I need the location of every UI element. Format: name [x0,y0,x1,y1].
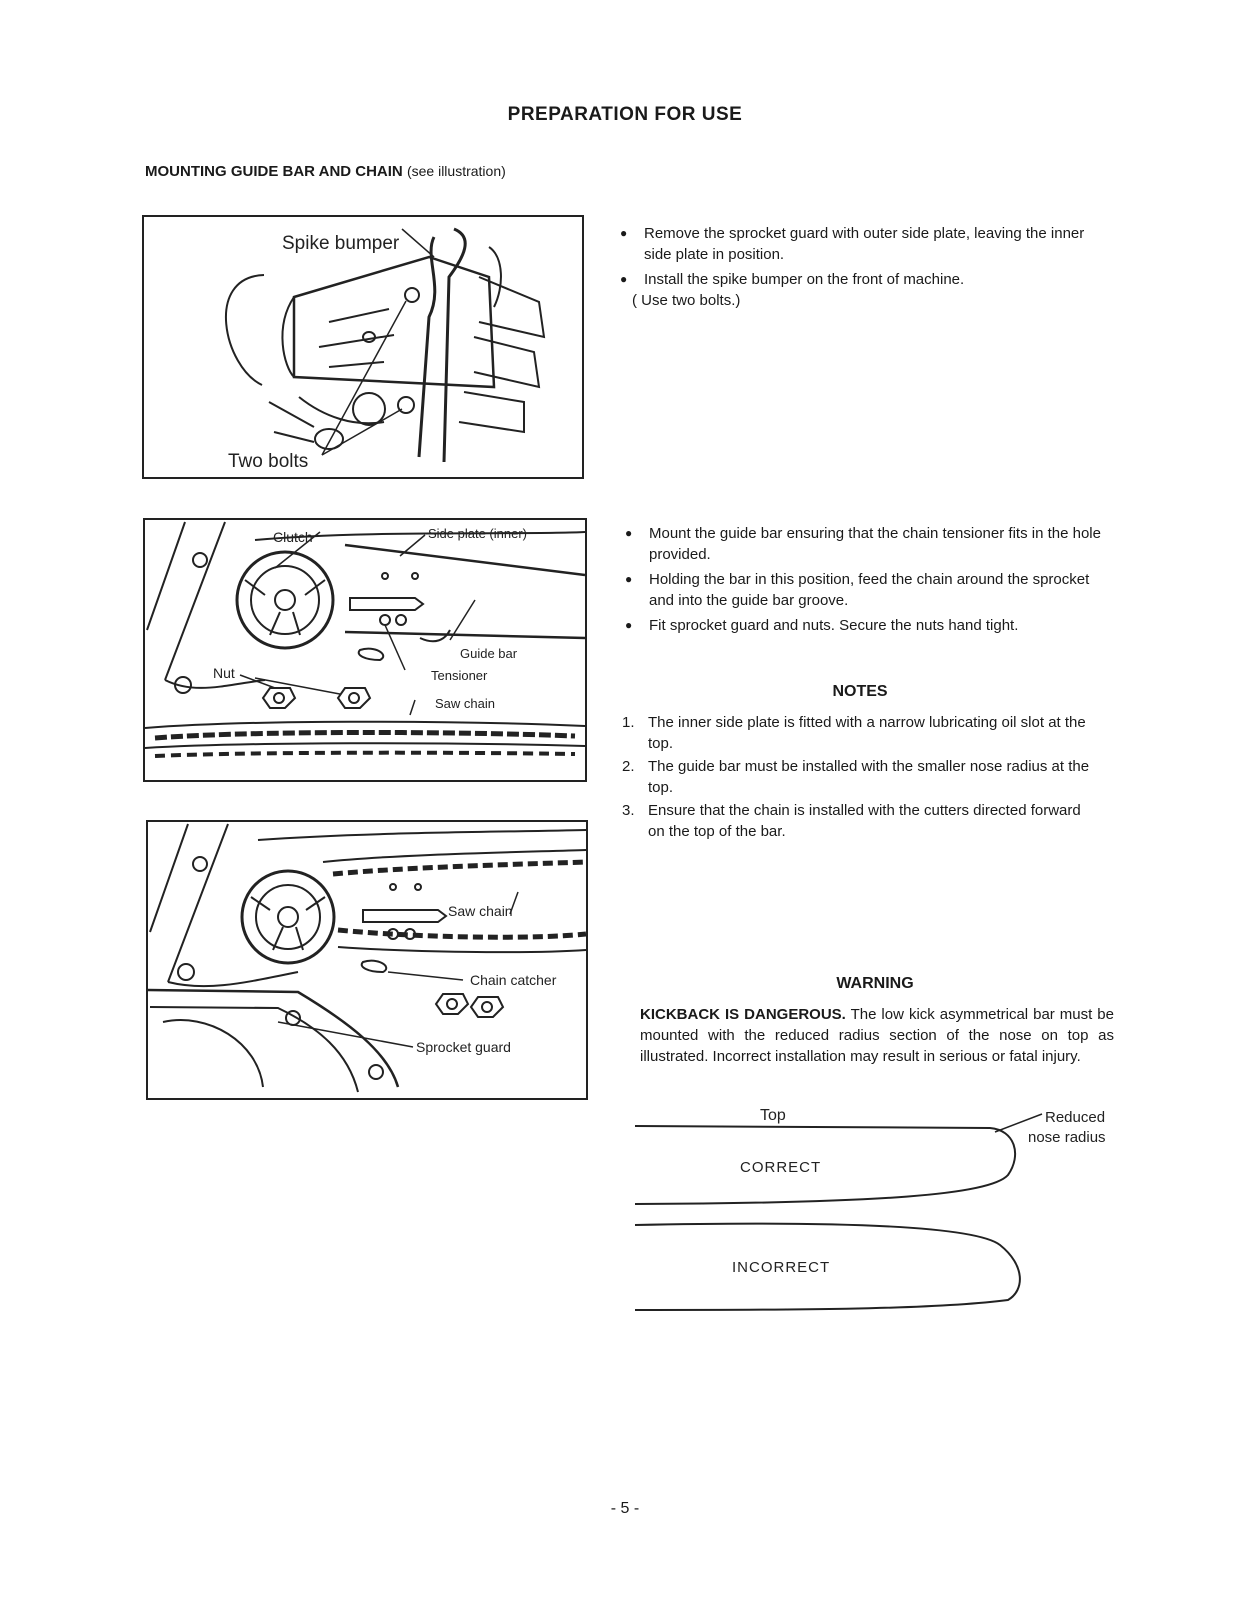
instruction-install-bumper [618,269,1088,311]
figure-sprocket-guard-drawing [148,822,586,1098]
label-saw-chain: Saw chain [435,696,495,711]
note-text: The inner side plate is fitted with a narrow lubricating oil slot at the top. [648,714,1086,752]
instruction-fit-guard: ● Fit sprocket guard and nuts. Secure the nuts hand tight. [623,615,1103,636]
notes-list [622,712,1100,844]
notes-heading: NOTES [832,683,888,700]
note-text: The guide bar must be installed with the smaller nose radius at the top. [648,758,1090,796]
figure-sprocket-guard [146,820,588,1100]
instruction-install-bumper-sub: ( Use two bolts.) [632,292,741,309]
warning-text [640,1004,1114,1067]
warning-body: The low kick asymmetrical bar must be mounted with the reduced radius section of the nose on top as illustrated. Incorrect installation may result in serious or fatal injury. [640,1006,1114,1065]
warning-lead: KICKBACK IS DANGEROUS. [640,1006,846,1023]
page-title: PREPARATION FOR USE [507,104,743,125]
figure-spike-bumper [142,215,584,479]
note-number: 1. [622,714,635,731]
page-number: - 5 - [610,1500,640,1517]
label-tensioner: Tensioner [431,668,488,683]
label-sprocket-guard: Sprocket guard [416,1039,511,1055]
section-title-text: MOUNTING GUIDE BAR AND CHAIN [145,163,403,180]
figure-mount-guide-bar [143,518,587,782]
instructions-mount-bar [623,523,1103,640]
label-side-plate-inner: Side plate (inner) [428,526,527,541]
label-two-bolts: Two bolts [228,451,309,472]
instruction-feed-chain: ● Holding the bar in this position, feed the chain around the sprocket and into the guide bar groove. [623,569,1103,611]
label-chain-catcher: Chain catcher [470,972,557,988]
instruction-remove-guard: ● Remove the sprocket guard with outer side plate, leaving the inner side plate in position. [618,223,1088,265]
note-item [622,800,1100,842]
label-reduced: Reduced [1045,1109,1106,1126]
note-number: 2. [622,758,635,775]
figure-mount-guide-bar-drawing [145,520,585,780]
label-guide-bar: Guide bar [460,646,518,661]
section-title [145,163,506,180]
label-nut: Nut [213,665,235,681]
label-nose-radius: nose radius [1028,1129,1106,1146]
bar-orientation-diagram [630,1100,1120,1315]
instruction-mount-bar: ● Mount the guide bar ensuring that the chain tensioner fits in the hole provided. [623,523,1103,565]
label-spike-bumper: Spike bumper [282,233,400,254]
warning-heading: WARNING [836,975,914,992]
instructions-spike-bumper [618,223,1088,315]
instruction-install-bumper-text: Install the spike bumper on the front of machine. [644,271,965,288]
label-clutch: Clutch [273,529,313,545]
label-correct: CORRECT [740,1159,822,1176]
note-item [622,712,1100,754]
label-top: Top [760,1107,786,1124]
label-saw-chain-fig3: Saw chain [448,903,513,919]
note-item [622,756,1100,798]
bar-orientation-drawing [630,1100,1120,1315]
label-incorrect: INCORRECT [732,1259,831,1276]
note-text: Ensure that the chain is installed with the cutters directed forward on the top of the bar. [648,802,1081,840]
section-title-note: (see illustration) [406,163,506,179]
figure-spike-bumper-drawing [144,217,582,477]
note-number: 3. [622,802,635,819]
